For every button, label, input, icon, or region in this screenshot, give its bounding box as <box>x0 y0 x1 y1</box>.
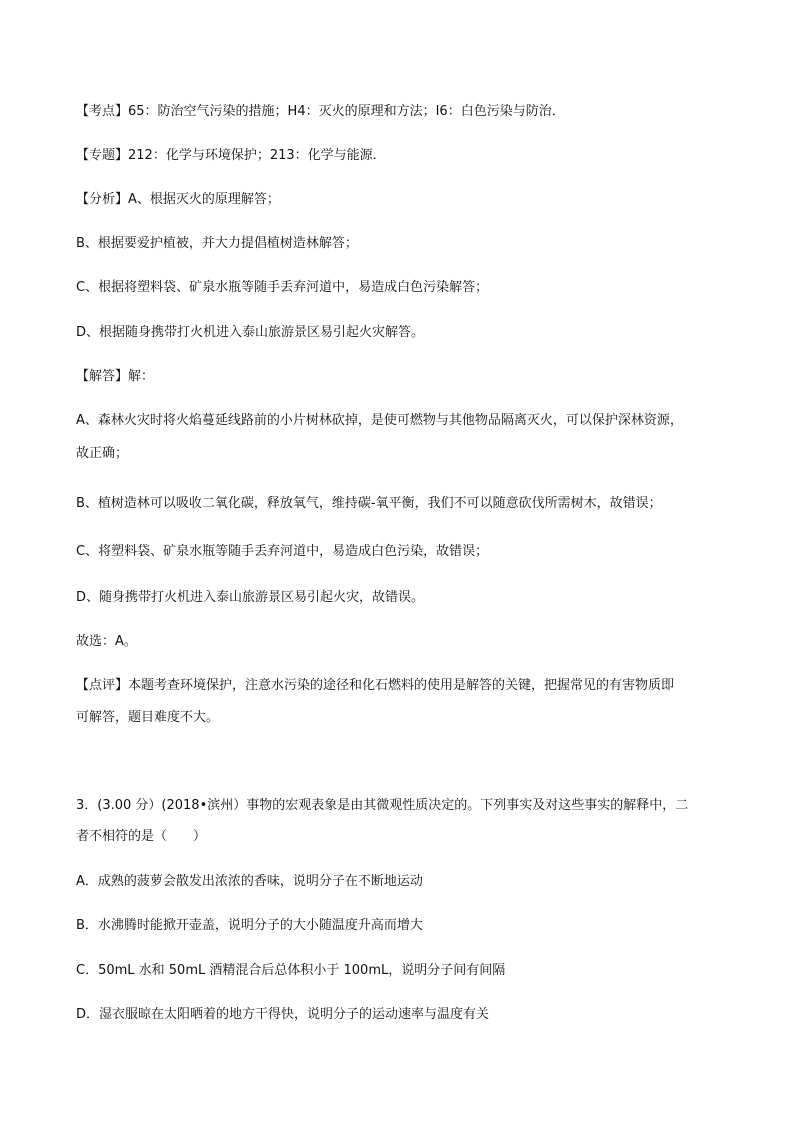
jieda-b-line: B、植树造林可以吸收二氧化碳，释放氧气，维持碳-氧平衡，我们不可以随意砍伐所需树木，故错误； <box>76 496 662 511</box>
fenxi-c-line: C、根据将塑料袋、矿泉水瓶等随手丢弃河道中，易造成白色污染解答； <box>76 280 489 295</box>
jieda-a-line1: A、森林火灾时将火焰蔓延线路前的小片树林砍掉，是使可燃物与其他物品隔离灭火，可以保护深林资源， <box>76 413 683 428</box>
jieda-choice: 故选：A。 <box>76 634 137 649</box>
question3-stem-line2: 者不相符的是（ ） <box>76 829 207 844</box>
dianping-line2: 可解答，题目难度不大。 <box>76 710 220 725</box>
question3-option-d: D．湿衣服晾在太阳晒着的地方干得快，说明分子的运动速率与温度有关 <box>76 1007 490 1022</box>
question3-stem-line1: 3．(3.00 分）(2018•滨州）事物的宏观表象是由其微观性质决定的。下列事实及对这些事实的解释中，二 <box>76 798 689 813</box>
dianping-line1: 【点评】本题考查环境保护，注意水污染的途径和化石燃料的使用是解答的关键，把握常见的有害物质即 <box>76 678 675 693</box>
question3-option-b: B．水沸腾时能掀开壶盖，说明分子的大小随温度升高而增大 <box>76 918 423 933</box>
question3-option-a: A．成熟的菠萝会散发出浓浓的香味，说明分子在不断地运动 <box>76 874 423 889</box>
zhuanti-line: 【专题】212：化学与环境保护；213：化学与能源． <box>76 148 386 163</box>
jieda-title: 【解答】解： <box>76 369 155 384</box>
jieda-a-line2: 故正确； <box>76 446 129 461</box>
jieda-d-line: D、随身携带打火机进入泰山旅游景区易引起火灾，故错误。 <box>76 590 425 605</box>
fenxi-a-line: 【分析】A、根据灭火的原理解答； <box>76 192 280 207</box>
fenxi-d-line: D、根据随身携带打火机进入泰山旅游景区易引起火灾解答。 <box>76 325 425 340</box>
jieda-c-line: C、将塑料袋、矿泉水瓶等随手丢弃河道中，易造成白色污染，故错误； <box>76 544 489 559</box>
kaodian-line: 【考点】65：防治空气污染的措施；H4：灭火的原理和方法；I6：白色污染与防治． <box>76 104 565 119</box>
question3-option-c: C．50mL 水和 50mL 酒精混合后总体积小于 100mL，说明分子间有间隔 <box>76 963 506 978</box>
fenxi-b-line: B、根据要爱护植被，并大力提倡植树造林解答； <box>76 236 358 251</box>
